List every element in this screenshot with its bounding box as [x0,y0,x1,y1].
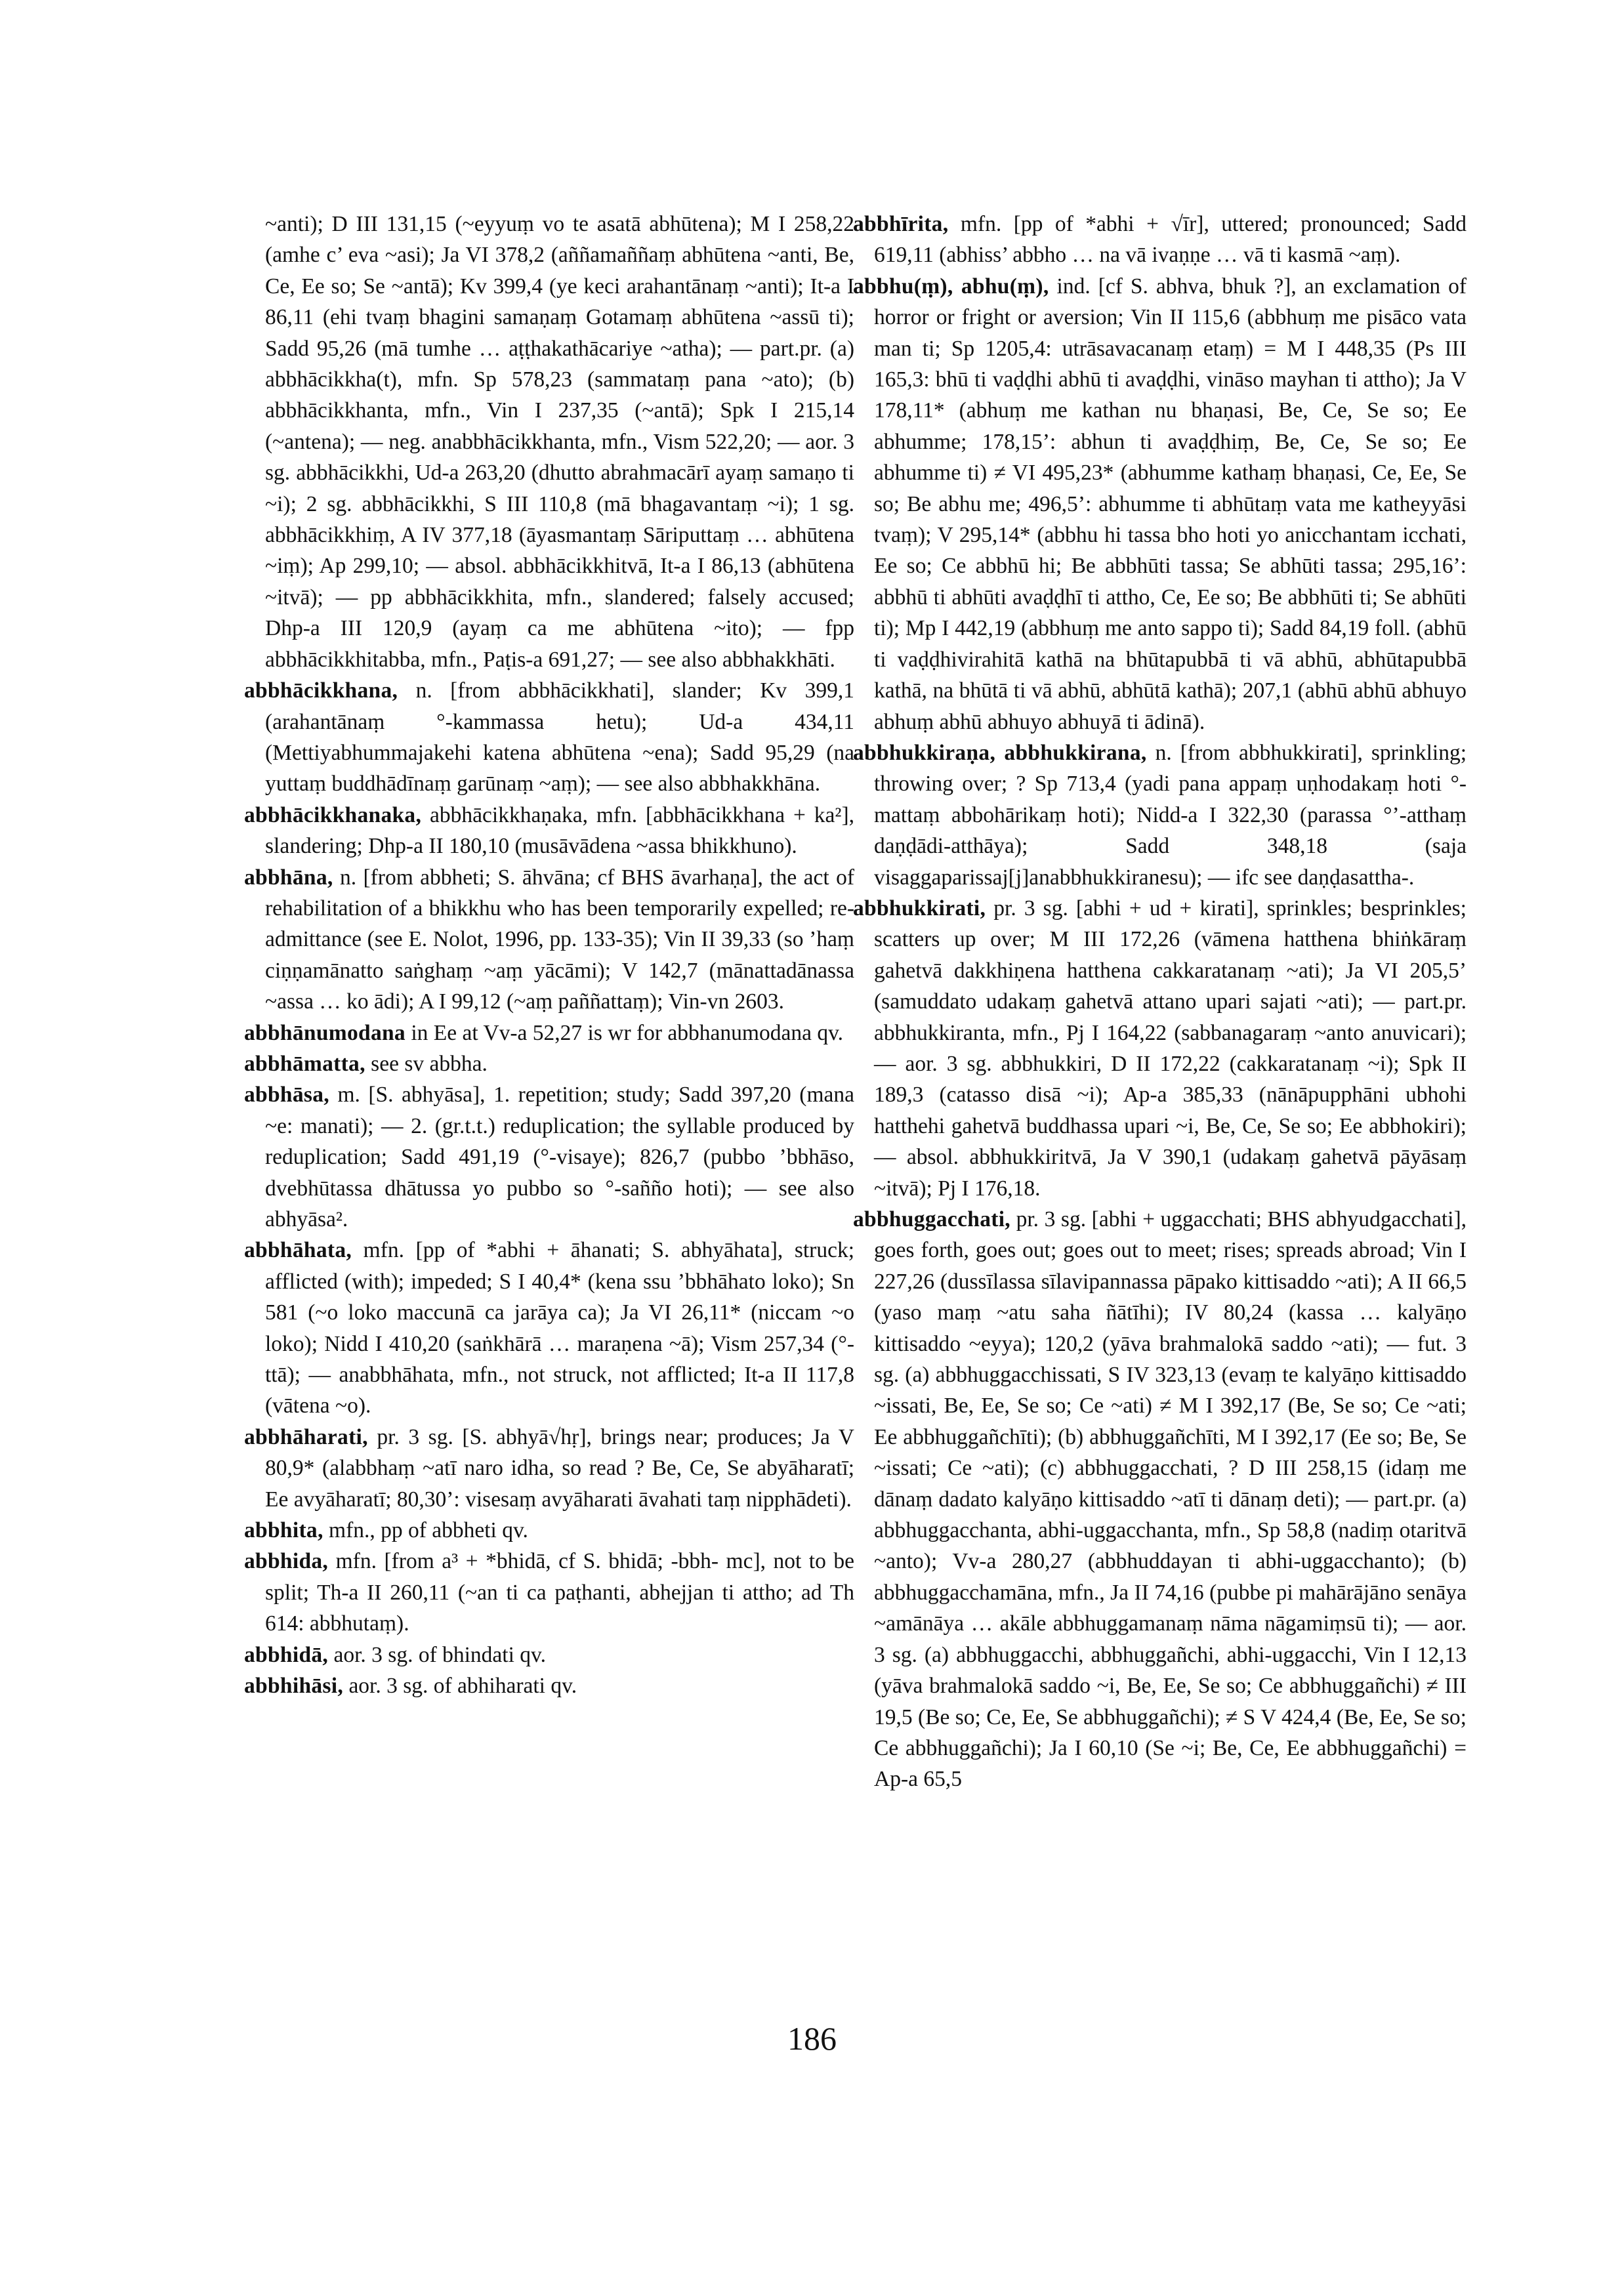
headword: abbhāmatta, [244,1051,365,1076]
entry-text: aor. 3 sg. of bhindati qv. [333,1642,546,1667]
entry-abbhacikkhanaka [244,800,854,862]
entry-text: in Ee at Vv-a 52,27 is wr for abbhanumodana qv. [411,1020,844,1045]
entry-text: pr. 3 sg. [abhi + uggacchati; BHS abhyudgacchati], goes forth, goes out; goes out to meet; rises; spreads abroad; Vin I 227,26 (dussīlassa sīlavipannassa pāpako kittisaddo ~ati); A II 66,5 (yaso maṃ ~atu saha ñātīhi); IV 80,24 (kassa … kalyāṇo kittisaddo ~eyya); 120,2 (yāva brahmalokā saddo ~ati); — fut. 3 sg. (a) abbhuggacchissati, S IV 323,13 (evaṃ te kalyāṇo kittisaddo ~issati, Be, Ee, Se so; Ce ~ati) ≠ M I 392,17 (Be, Se so; Ce ~ati; Ee abbhuggañchīti); (b) abbhuggañchīti, M I 392,17 (Ee so; Be, Se ~issati; Ce ~ati); (c) abbhuggacchati, ? D III 258,15 (idaṃ me dānaṃ dadato kalyāṇo kittisaddo ~atī ti dānaṃ deti); — part.pr. (a) abbhuggacchanta, abhi-uggacchanta, mfn., Sp 58,8 (nadiṃ otaritvā ~anto); Vv-a 280,27 (abbhuddayan ti abhi-uggacchanto); (b) abbhuggacchamāna, mfn., Ja II 74,16 (pubbe pi mahārājāno senāya ~amānāya … akāle abbhuggamanaṃ nāma nāgamiṃsū ti); — aor. 3 sg. (a) abbhuggacchi, abbhuggañchi, abhi-uggacchi, Vin I 12,13 (yāva brahmalokā saddo ~i, Be, Ee, Se so; Ce abbhuggañchi) ≠ III 19,5 (Be so; Ce, Ee, Se abbhuggañchi); ≠ S V 424,4 (Be, Ee, Se so; Ce abbhuggañchi); Ja I 60,10 (Se ~i; Be, Ce, Ee abbhuggañchi) = Ap-a 65,5 [874,1207,1467,1792]
entry-text: abbhācikkhaṇaka, mfn. [abbhācikkhana + ka²], slandering; Dhp-a II 180,10 (musāvādena ~assa bhikkhuno). [265,802,854,859]
entry-abbhahata [244,1235,854,1421]
entry-text: pr. 3 sg. [S. abhyā√hṛ], brings near; produces; Ja V 80,9* (alabbhaṃ ~atī naro idha, so read ? Be, Ce, Se abyāharatī; Ee avyāharatī; 80,30’: visesaṃ avyāharati āvahati taṃ nipphādeti). [265,1424,855,1512]
right-column [853,209,1467,1795]
headword: abbhuggacchati, [853,1207,1010,1231]
left-column [244,209,854,1702]
entry-text: see sv abbha. [371,1051,488,1076]
headword: abbhukkirati, [853,896,986,920]
entry-text: n. [from abbheti; S. āhvāna; cf BHS āvarhaṇa], the act of rehabilitation of a bhikkhu who has been temporarily expelled; re-admittance (see E. Nolot, 1996, pp. 133-35); Vin II 39,33 (so ’haṃ ciṇṇamānatto saṅghaṃ ~aṃ yācāmi); V 142,7 (mānattadānassa ~assa … ko ādi); A I 99,12 (~aṃ paññattaṃ); Vin-vn 2603. [265,865,854,1014]
entry-abbhukkirati [853,893,1467,1204]
entry-abbhaharati [244,1422,854,1515]
entry-text: mfn. [pp of *abhi + √īr], uttered; pronounced; Sadd 619,11 (abhiss’ abbho … na vā ivaṇṇe … vā ti kasmā ~aṃ). [874,212,1467,268]
entry-abbhum [853,271,1467,737]
entry-abbhasa [244,1079,854,1235]
entry-text: n. [from abbhukkirati], sprinkling; throwing over; ? Sp 713,4 (yadi pana appaṃ uṇhodakaṃ hoti °-mattaṃ abbohārikaṃ hoti); Nidd-a I 322,30 (parassa °’-atthaṃ daṇḍādi-atthāya); Sadd 348,18 (saja visaggaparissaj[j]anabbhukkiranesu); — ifc see daṇḍasattha-. [874,740,1467,890]
headword: abbhānumodana [244,1020,406,1045]
headword: abbhida, [244,1549,329,1574]
entry-text: mfn., pp of abbheti qv. [329,1518,528,1543]
entry-abbhihasi [244,1670,854,1701]
entry-abbhirita [853,209,1467,271]
entry-abbhamatta [244,1048,854,1079]
entry-abbhukkirana [853,737,1467,893]
entry-abbhuggacchati [853,1204,1467,1795]
entry-abbhacikkhana [244,675,854,800]
entry-continuation [244,209,854,675]
entry-text: m. [S. abhyāsa], 1. repetition; study; Sadd 397,20 (mana ~e: manati); — 2. (gr.t.t.) reduplication; the syllable produced by reduplication; Sadd 491,19 (°-visaye); 826,7 (pubbo ’bbhāso, dvebhūtassa dhātussa yo pubbo so °-sañño hoti); — see also abhyāsa². [265,1083,854,1231]
headword: abbhāharati, [244,1424,368,1449]
headword: abbhāhata, [244,1238,352,1263]
headword: abbhācikkhanaka, [244,802,422,827]
entry-text: n. [from abbhācikkhati], slander; Kv 399,1 (arahantānaṃ °-kammassa hetu); Ud-a 434,11 (Mettiyabhummajakehi katena abhūtena ~ena); Sadd 95,29 (na yuttaṃ buddhādīnaṃ garūnaṃ ~aṃ); — see also abbhakkhāna. [265,678,854,796]
entry-text: mfn. [from a³ + *bhidā, cf S. bhidā; -bbh- mc], not to be split; Th-a II 260,11 (~an ti ca paṭhanti, abhejjan ti attho; ad Th 614: abbhutaṃ). [265,1549,854,1636]
entry-abbhida [244,1546,854,1639]
headword: abbhu(ṃ), abhu(ṃ), [853,274,1049,299]
entry-text: ind. [cf S. abhva, bhuk ?], an exclamation of horror or fright or aversion; Vin II 115,6 (abbhuṃ me pisāco vata man ti; Sp 1205,4: utrāsavacanaṃ etaṃ) = M I 448,35 (Ps III 165,3: bhū ti vaḍḍhi abhū ti avaḍḍhi, vināso mayhan ti attho); Ja V 178,11* (abhuṃ me kathan nu bhaṇasi, Be, Ce, Se so; Ee abhumme; 178,15’: abhun ti avaḍḍhiṃ, Be, Ce, Se so; Ee abhumme ti) ≠ VI 495,23* (abhumme kathaṃ bhaṇasi, Ce, Ee, Se so; Be abhu me; 496,5’: abhumme ti abhūtaṃ vata me katheyyāsi tvaṃ); V 295,14* (abbhu hi tassa bho hoti yo anicchantam icchati, Ee so; Ce abbhū hi; Be abbhūti tassa; Se abhūti tassa; 295,16’: abbhū ti abhūti avaḍḍhī ti attho, Ce, Ee so; Be abbhūti ti; Se abhūti ti); Mp I 442,19 (abbhuṃ me anto sappo ti); Sadd 84,19 foll. (abhū ti vaḍḍhivirahitā kathā na bhūtapubbā ti vā abhū, abhūtapubbā kathā, na bhūtā ti vā abhū, abhūtā kathā); 207,1 (abhū abhū abhuyo abhuṃ abhū abhuyo abhuyā ti ādinā). [874,274,1467,734]
headword: abbhihāsi, [244,1674,344,1699]
entry-abbhida-aor [244,1640,854,1670]
entry-abbhita [244,1515,854,1546]
page-number: 186 [787,2020,837,2057]
entry-abbhana [244,862,854,1018]
headword: abbhāsa, [244,1083,329,1107]
headword: abbhīrita, [853,212,949,236]
entry-abbhanumodana [244,1018,854,1048]
headword: abbhukkiraṇa, abbhukkirana, [853,740,1147,765]
entry-text: aor. 3 sg. of abhiharati qv. [348,1674,577,1699]
headword: abbhāna, [244,865,333,890]
entry-text: ~anti); D III 131,15 (~eyyuṃ vo te asatā abhūtena); M I 258,22 (amhe c’ eva ~asi); Ja VI 378,2 (aññamaññaṃ abhūtena ~anti, Be, Ce, Ee so; Se ~antā); Kv 399,4 (ye keci arahantānaṃ ~anti); It-a I 86,11 (ehi tvaṃ bhagini samaṇaṃ Gotamaṃ abhūtena ~assū ti); Sadd 95,26 (mā tumhe … aṭṭhakathācariye ~atha); — part.pr. (a) abbhācikkha(t), mfn. Sp 578,23 (sammataṃ pana ~ato); (b) abbhācikkhanta, mfn., Vin I 237,35 (~antā); Spk I 215,14 (~antena); — neg. anabbhācikkhanta, mfn., Vism 522,20; — aor. 3 sg. abbhācikkhi, Ud-a 263,20 (dhutto abrahmacārī ayaṃ samaṇo ti ~i); 2 sg. abbhācikkhi, S III 110,8 (mā bhagavantaṃ ~i); 1 sg. abbhācikkhiṃ, A IV 377,18 (āyasmantaṃ Sāriputtaṃ … abhūtena ~iṃ); Ap 299,10; — absol. abbhācikkhitvā, It-a I 86,13 (abhūtena ~itvā); — pp abbhācikkhita, mfn., slandered; falsely accused; Dhp-a III 120,9 (ayaṃ ca me abhūtena ~ito); — fpp abbhācikkhitabba, mfn., Paṭis-a 691,27; — see also abbhakkhāti. [265,212,854,672]
entry-text: pr. 3 sg. [abhi + ud + kirati], sprinkles; besprinkles; scatters up over; M III 172,26 (vāmena hatthena bhiṅkāraṃ gahetvā dakkhiṇena hatthena cakkaratanaṃ ~ati); Ja VI 205,5’ (samuddato udakaṃ gahetvā attano upari sajati ~ati); — part.pr. abbhukkiranta, mfn., Pj I 164,22 (sabbanagaraṃ ~anto anuvicari); — aor. 3 sg. abbhukkiri, D II 172,22 (cakkaratanaṃ ~i); Spk II 189,3 (catasso disā ~i); Ap-a 385,33 (nānāpupphāni ubhohi hatthehi gahetvā buddhassa upari ~i, Be, Ce, Se so; Ee abbhokiri); — absol. abbhukkiritvā, Ja V 390,1 (udakaṃ gahetvā pāyāsaṃ ~itvā); Pj I 176,18. [874,896,1467,1201]
entry-text: mfn. [pp of *abhi + āhanati; S. abhyāhata], struck; afflicted (with); impeded; S I 40,4* (kena ssu ’bbhāhato loko); Sn 581 (~o loko maccunā ca jarāya ca); Ja VI 26,11* (niccam ~o loko); Nidd I 410,20 (saṅkhārā … maraṇena ~ā); Vism 257,34 (°-ttā); — anabbhāhata, mfn., not struck, not afflicted; It-a II 117,8 (vātena ~o). [265,1238,854,1418]
headword: abbhita, [244,1518,323,1543]
headword: abbhidā, [244,1642,329,1667]
headword: abbhācikkhana, [244,678,398,703]
